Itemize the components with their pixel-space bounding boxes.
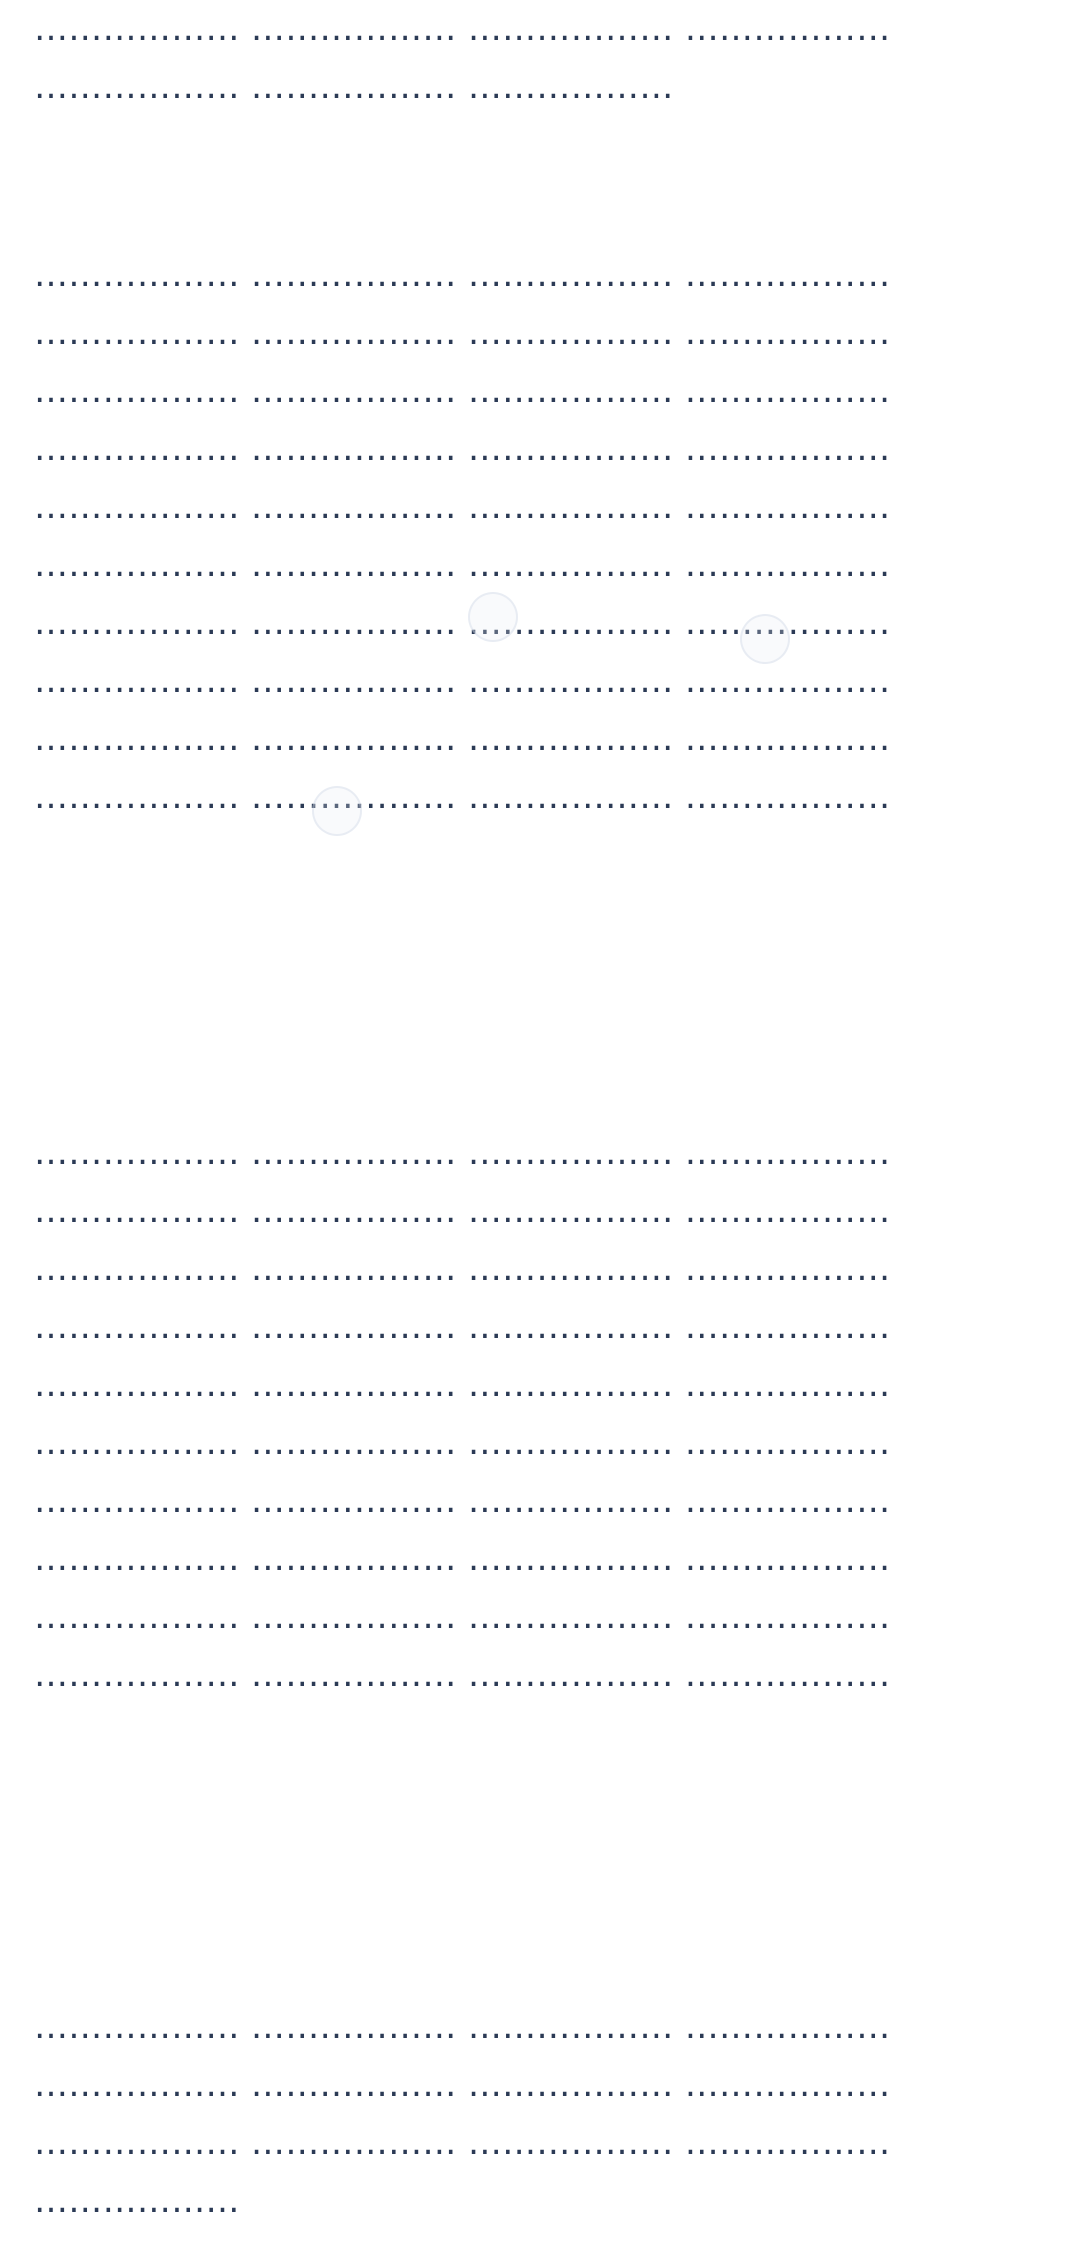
touch-indicator (740, 614, 790, 664)
paragraph-1: ……………… ……………… ……………… ……………… ……………… ……………… ……………… (34, 9, 891, 107)
paragraph-2: ……………… ……………… ……………… ……………… ……………… ……………… ……………… ……………… ……………… ……………… ……………… ……………… ……………… ……………… ……………… ……………… ……………… ……………… ……………… ……………… ……………… ……………… ……………… ……………… ……………… ……………… ……………… ……………… ……………… ……………… ……………… ……………… ……………… ……………… ……………… ……………… ……………… ……………… ……………… ……………… (34, 255, 891, 817)
touch-indicator (312, 786, 362, 836)
paragraph-4: ……………… ……………… ……………… ……………… ……………… ……………… ……………… ……………… ……………… ……………… ……………… ……………… ……………… (34, 2007, 891, 2221)
paragraph-3: ……………… ……………… ……………… ……………… ……………… ……………… ……………… ……………… ……………… ……………… ……………… ……………… ……………… ……………… ……………… ……………… ……………… ……………… ……………… ……………… ……………… ……………… ……………… ……………… ……………… ……………… ……………… ……………… ……………… ……………… ……………… ……………… ……………… ……………… ……………… ……………… ……………… ……………… ……………… ……………… (34, 1133, 891, 1695)
touch-indicator (468, 592, 518, 642)
